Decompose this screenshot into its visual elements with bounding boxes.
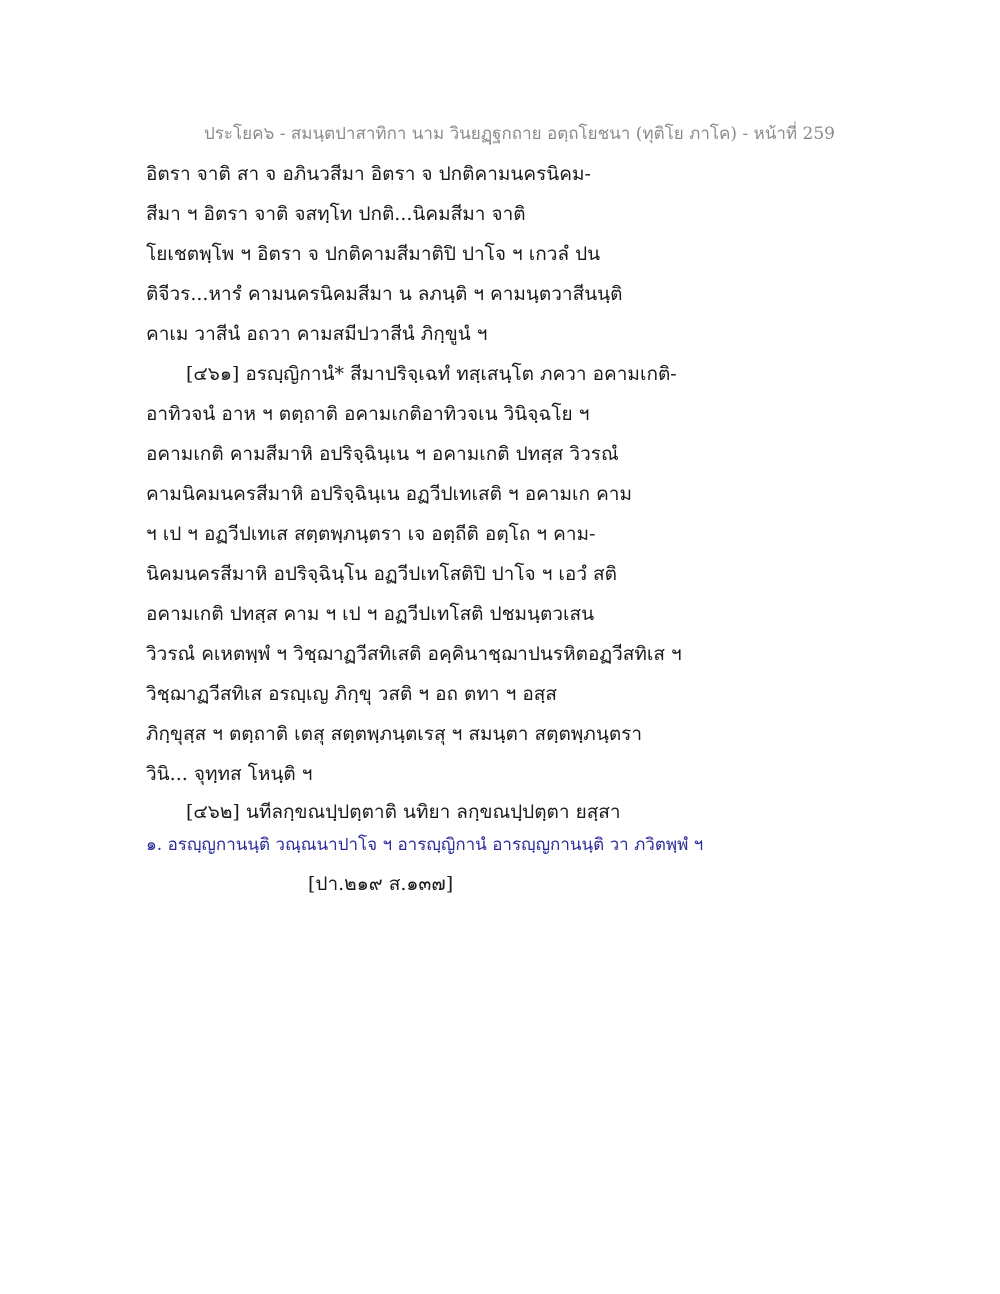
body-line: วิชฺฌาฏวีสทิเส อรญฺเญ ภิกฺขุ วสติ ฯ อถ ตทา ฯ อสฺส xyxy=(146,683,557,705)
body-line: ฯ เป ฯ อฏวีปเทเส สตฺตพฺภนฺตรา เจ อตฺถีติ อตฺโถ ฯ คาม- xyxy=(146,523,596,545)
body-line: อิตรา จาติ สา จ อภินวสีมา อิตรา จ ปกติคามนครนิคม- xyxy=(146,163,591,185)
body-line: อคามเกติ คามสีมาหิ อปริจฺฉินฺเน ฯ อคามเกติ ปทสฺส วิวรณํ xyxy=(146,443,619,465)
body-line: อคามเกติ ปทสฺส คาม ฯ เป ฯ อฏวีปเทโสติ ปชมนฺตวเสน xyxy=(146,603,595,625)
footnote: ๑. อรญฺญกานนฺติ วณฺณนาปาโจ ฯ อารญฺญิกานํ อารญฺญกานนฺติ วา ภวิตพฺพํ ฯ xyxy=(146,835,704,855)
page-reference: [ปา.๒๑๙ ส.๑๓๗] xyxy=(308,873,454,895)
body-line: อาทิวจนํ อาห ฯ ตตฺถาติ อคามเกติอาทิวจเน วินิจฺฉโย ฯ xyxy=(146,403,590,425)
body-line: วิวรณํ คเหตพฺพํ ฯ วิชฺฌาฏวีสทิเสติ อคฺคินาชฺฌาปนรหิตอฏวีสทิเส ฯ xyxy=(146,643,682,665)
body-line: วินิ... จุทฺทส โหนฺติ ฯ xyxy=(146,763,313,785)
body-line: ติจีวร...หารํ คามนครนิคมสีมา น ลภนฺติ ฯ คามนฺตวาสีนนฺติ xyxy=(146,283,623,305)
paragraph-start-461: [๔๖๑] อรญฺญิกานํ* สีมาปริจฺเฉทํ ทสฺเสนฺโต ภควา อคามเกติ- xyxy=(186,363,677,385)
body-line: ภิกฺขุสฺส ฯ ตตฺถาติ เตสุ สตฺตพฺภนฺตเรสุ ฯ สมนฺตา สตฺตพฺภนฺตรา xyxy=(146,723,643,745)
page-header: ประโยค๖ - สมนฺตปาสาทิกา นาม วินยฏฺฐกถาย อตฺถโยชนา (ทุติโย ภาโค) - หน้าที่ 259 xyxy=(204,124,835,144)
body-line: โยเชตพฺโพ ฯ อิตรา จ ปกติคามสีมาติปิ ปาโจ ฯ เกวลํ ปน xyxy=(146,243,601,265)
paragraph-start-462: [๔๖๒] นทีลกฺขณปฺปตฺตาติ นทิยา ลกฺขณปฺปตฺตา ยสฺสา xyxy=(186,801,621,823)
body-line: นิคมนครสีมาหิ อปริจฺฉินฺโน อฏวีปเทโสติปิ ปาโจ ฯ เอวํ สติ xyxy=(146,563,617,585)
body-line: คาเม วาสีนํ อถวา คามสมีปวาสีนํ ภิกฺขูนํ ฯ xyxy=(146,323,488,345)
body-line: คามนิคมนครสีมาหิ อปริจฺฉินฺเน อฏวีปเทเสติ ฯ อคามเก คาม xyxy=(146,483,632,505)
body-line: สีมา ฯ อิตรา จาติ จสทฺโท ปกติ...นิคมสีมา จาติ xyxy=(146,203,526,225)
